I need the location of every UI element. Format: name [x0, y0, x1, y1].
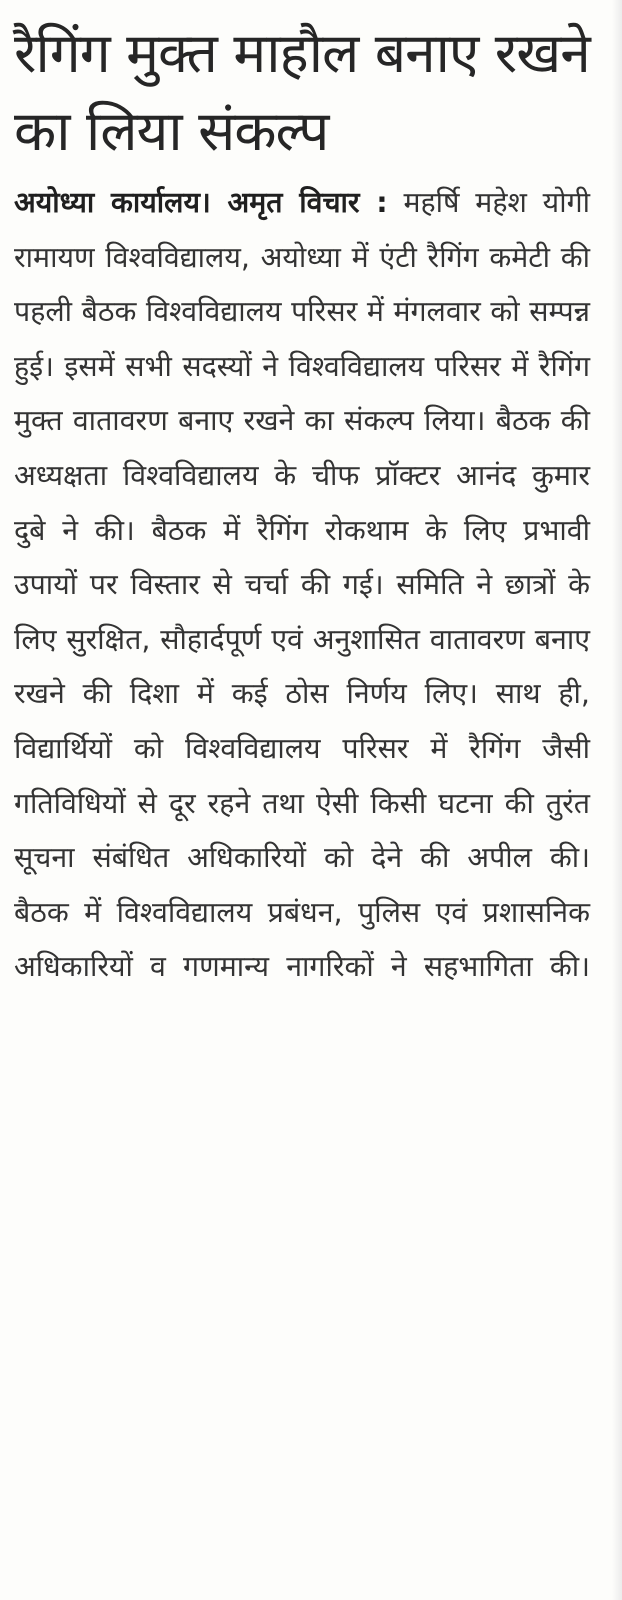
- dateline: अयोध्या कार्यालय। अमृत विचार :: [14, 186, 388, 219]
- article-body-paragraph: [14, 176, 590, 995]
- article-body-text: महर्षि महेश योगी रामायण विश्वविद्यालय, अयोध्या में एंटी रैगिंग कमेटी की पहली बैठक विश्वविद्यालय परिसर में मंगलवार को सम्पन्न हुई। इसमें सभी सदस्यों ने विश्वविद्यालय परिसर में रैगिंग मुक्त वातावरण बनाए रखने का संकल्प लिया। बैठक की अध्यक्षता विश्वविद्यालय के चीफ प्रॉक्टर आनंद कुमार दुबे ने की। बैठक में रैगिंग रोकथाम के लिए प्रभावी उपायों पर विस्तार से चर्चा की गई। समिति ने छात्रों के लिए सुरक्षित, सौहार्दपूर्ण एवं अनुशासित वातावरण बनाए रखने की दिशा में कई ठोस निर्णय लिए। साथ ही, विद्यार्थियों को विश्वविद्यालय परिसर में रैगिंग जैसी गतिविधियों से दूर रहने तथा ऐसी किसी घटना की तुरंत सूचना संबंधित अधिकारियों को देने की अपील की। बैठक में विश्वविद्यालय प्रबंधन, पुलिस एवं प्रशासनिक अधिकारियों व गणमान्य नागरिकों ने सहभागिता की।: [14, 186, 591, 984]
- headline: रैगिंग मुक्त माहौल बनाए रखने का लिया संकल्प: [14, 21, 590, 163]
- page-edge-shadow: [612, 0, 622, 1600]
